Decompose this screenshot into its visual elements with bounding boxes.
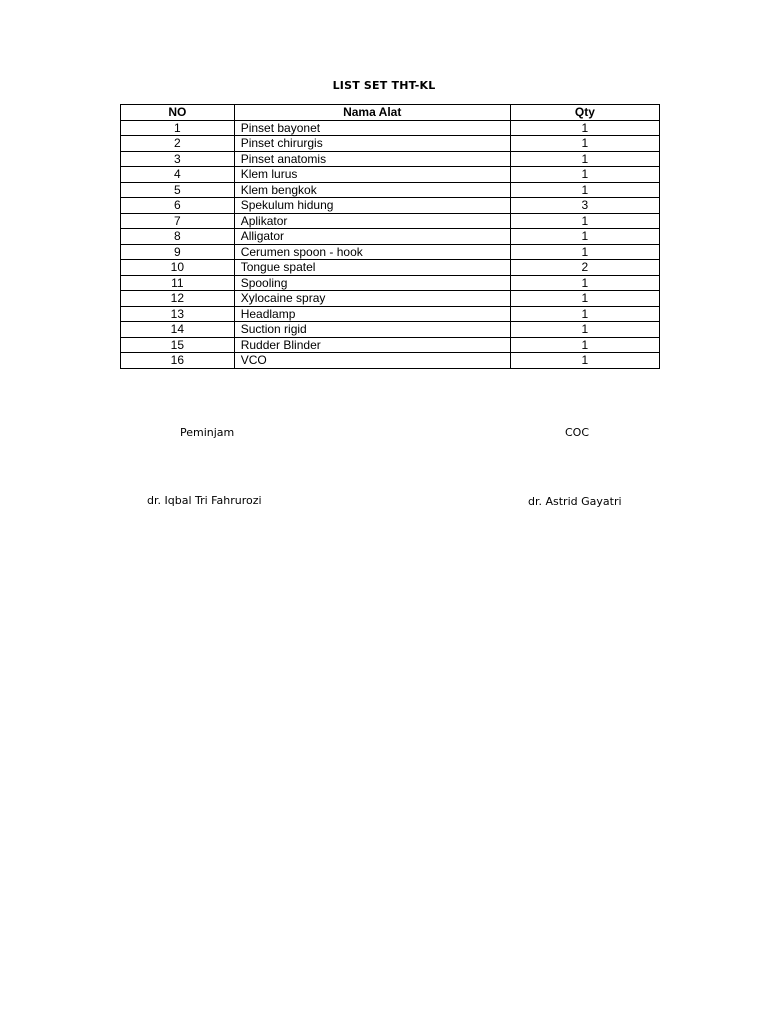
cell-qty: 1 — [510, 229, 659, 245]
cell-name: Headlamp — [234, 306, 510, 322]
cell-qty: 1 — [510, 353, 659, 369]
cell-no: 16 — [121, 353, 235, 369]
cell-qty: 1 — [510, 213, 659, 229]
table-row — [121, 291, 660, 307]
table-row — [121, 198, 660, 214]
cell-name: Spooling — [234, 275, 510, 291]
table-row — [121, 182, 660, 198]
cell-name: Rudder Blinder — [234, 337, 510, 353]
cell-name: Aplikator — [234, 213, 510, 229]
table-row — [121, 353, 660, 369]
cell-name: Cerumen spoon - hook — [234, 244, 510, 260]
cell-name: Pinset anatomis — [234, 151, 510, 167]
table-header-row — [121, 105, 660, 121]
instrument-table — [120, 104, 660, 369]
cell-no: 2 — [121, 136, 235, 152]
cell-name: Xylocaine spray — [234, 291, 510, 307]
cell-name: Suction rigid — [234, 322, 510, 338]
table-row — [121, 120, 660, 136]
cell-qty: 1 — [510, 291, 659, 307]
cell-no: 8 — [121, 229, 235, 245]
table-row — [121, 306, 660, 322]
coc-role-label: COC — [565, 426, 590, 439]
cell-qty: 1 — [510, 167, 659, 183]
borrower-role-label: Peminjam — [180, 426, 235, 439]
table-row — [121, 213, 660, 229]
cell-qty: 3 — [510, 198, 659, 214]
table-row — [121, 136, 660, 152]
cell-name: Pinset chirurgis — [234, 136, 510, 152]
table-row — [121, 337, 660, 353]
cell-name: Klem bengkok — [234, 182, 510, 198]
cell-qty: 1 — [510, 337, 659, 353]
table-row — [121, 322, 660, 338]
header-qty: Qty — [510, 105, 659, 121]
cell-no: 4 — [121, 167, 235, 183]
cell-qty: 1 — [510, 275, 659, 291]
cell-name: Tongue spatel — [234, 260, 510, 276]
cell-no: 7 — [121, 213, 235, 229]
cell-no: 3 — [121, 151, 235, 167]
cell-name: VCO — [234, 353, 510, 369]
table-row — [121, 229, 660, 245]
header-name: Nama Alat — [234, 105, 510, 121]
table-row — [121, 151, 660, 167]
table-row — [121, 275, 660, 291]
cell-qty: 1 — [510, 244, 659, 260]
cell-qty: 1 — [510, 322, 659, 338]
cell-qty: 1 — [510, 120, 659, 136]
borrower-name: dr. Iqbal Tri Fahrurozi — [147, 494, 262, 507]
header-no: NO — [121, 105, 235, 121]
cell-name: Pinset bayonet — [234, 120, 510, 136]
table-body — [121, 120, 660, 368]
cell-no: 9 — [121, 244, 235, 260]
cell-qty: 1 — [510, 136, 659, 152]
cell-no: 1 — [121, 120, 235, 136]
table-row — [121, 167, 660, 183]
cell-no: 5 — [121, 182, 235, 198]
cell-no: 13 — [121, 306, 235, 322]
document-title: LIST SET THT-KL — [332, 79, 436, 92]
cell-qty: 1 — [510, 151, 659, 167]
cell-name: Spekulum hidung — [234, 198, 510, 214]
cell-qty: 1 — [510, 306, 659, 322]
cell-no: 15 — [121, 337, 235, 353]
cell-name: Klem lurus — [234, 167, 510, 183]
table-row — [121, 260, 660, 276]
cell-qty: 2 — [510, 260, 659, 276]
cell-no: 11 — [121, 275, 235, 291]
cell-qty: 1 — [510, 182, 659, 198]
coc-name: dr. Astrid Gayatri — [528, 495, 622, 508]
cell-no: 12 — [121, 291, 235, 307]
cell-no: 6 — [121, 198, 235, 214]
cell-no: 10 — [121, 260, 235, 276]
cell-no: 14 — [121, 322, 235, 338]
table-row — [121, 244, 660, 260]
cell-name: Alligator — [234, 229, 510, 245]
